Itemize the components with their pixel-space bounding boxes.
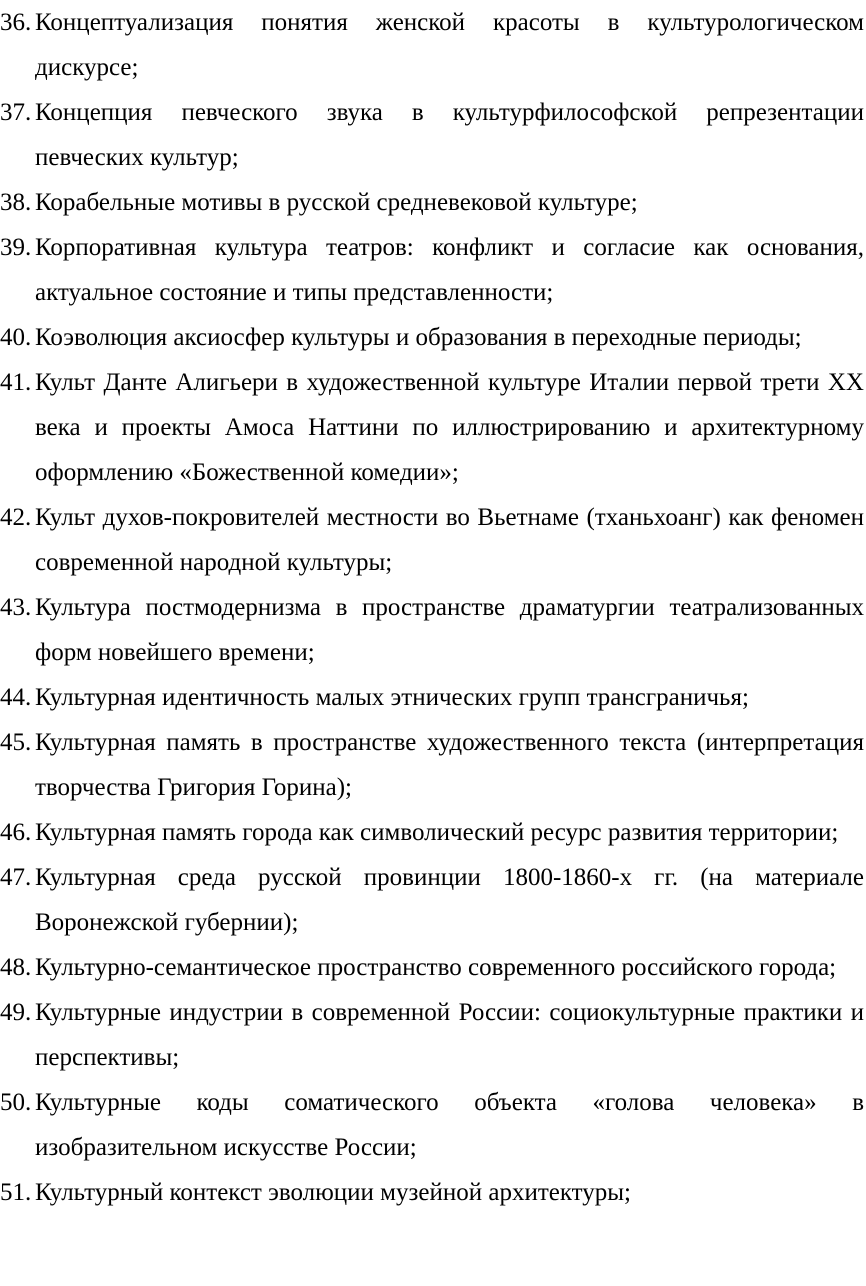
item-text: Культура постмодернизма в пространстве драматургии театрализованных форм новейшего времени; [35,594,864,666]
list-item [0,1170,866,1215]
item-text: Коэволюция аксиосфер культуры и образования в переходные периоды; [35,324,802,351]
list-item [0,360,866,495]
item-number: 44. [0,684,32,711]
list-item [0,990,866,1080]
list-item [0,855,866,945]
list-item [0,0,866,90]
item-number: 40. [0,324,32,351]
list-item [0,1080,866,1170]
item-text: Культурная идентичность малых этнических групп трансграничья; [35,684,749,711]
list-item [0,675,866,720]
item-text: Концептуализация понятия женской красоты в культурологическом дискурсе; [35,9,864,81]
list-item [0,585,866,675]
item-number: 39. [0,234,32,261]
list-item [0,495,866,585]
item-number: 43. [0,594,32,621]
item-text: Концепция певческого звука в культурфилософской репрезентации певческих культур; [35,99,864,171]
item-number: 46. [0,819,32,846]
item-text: Культурная среда русской провинции 1800-1860-х гг. (на материале Воронежской губернии); [35,864,864,936]
list-item [0,720,866,810]
list-item [0,90,866,180]
list-item [0,945,866,990]
list-item [0,810,866,855]
item-number: 45. [0,729,32,756]
item-text: Культурные индустрии в современной России: социокультурные практики и перспективы; [35,999,864,1071]
item-number: 38. [0,189,32,216]
item-text: Культурно-семантическое пространство современного российского города; [35,954,837,981]
item-number: 41. [0,369,32,396]
list-item [0,225,866,315]
item-text: Культурная память города как символический ресурс развития территории; [35,819,839,846]
item-number: 49. [0,999,32,1026]
item-number: 50. [0,1089,32,1116]
item-text: Корпоративная культура театров: конфликт и согласие как основания, актуальное состояние и типы представленности; [35,234,864,306]
item-number: 37. [0,99,32,126]
list-item [0,315,866,360]
item-text: Культ духов-покровителей местности во Вьетнаме (тханьхоанг) как феномен современной народной культуры; [35,504,864,576]
item-number: 47. [0,864,32,891]
item-number: 51. [0,1179,32,1206]
item-number: 36. [0,9,32,36]
item-number: 48. [0,954,32,981]
item-number: 42. [0,504,32,531]
item-text: Культурные коды соматического объекта «голова человека» в изобразительном искусстве России; [35,1089,864,1161]
item-text: Культ Данте Алигьери в художественной культуре Италии первой трети XX века и проекты Амоса Наттини по иллюстрированию и архитектурному оформлению «Божественной комедии»; [35,369,864,486]
item-text: Культурный контекст эволюции музейной архитектуры; [35,1179,631,1206]
item-text: Культурная память в пространстве художественного текста (интерпретация творчества Григория Горина); [35,729,864,801]
item-text: Корабельные мотивы в русской средневековой культуре; [35,189,638,216]
list-item [0,180,866,225]
